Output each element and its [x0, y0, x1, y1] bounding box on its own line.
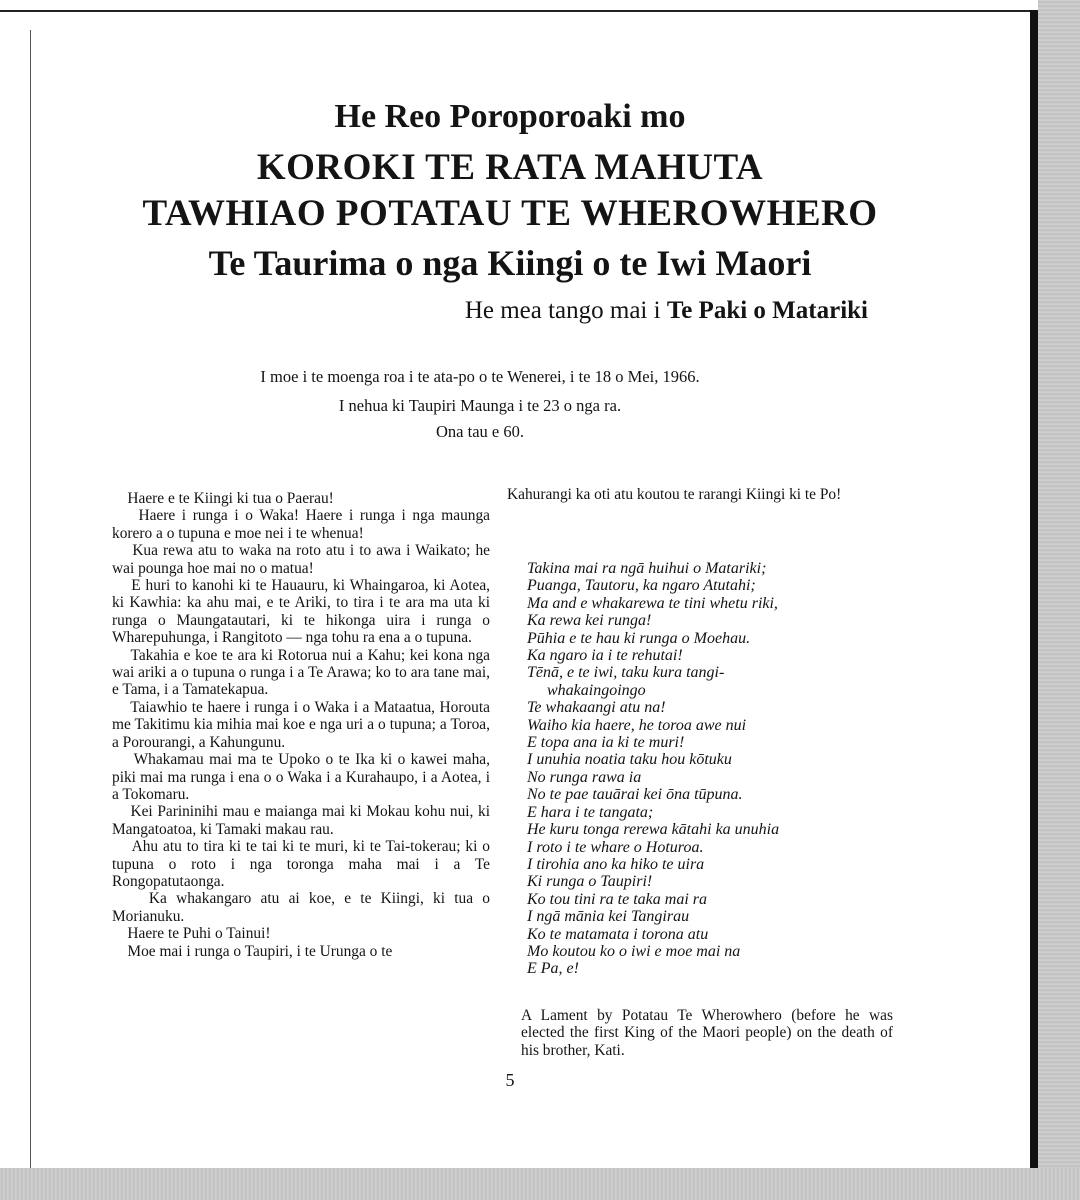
scan-edge-right [1038, 0, 1080, 1200]
farewell-paragraph: Kua rewa atu to waka na roto atu i to awa i Waikato; he wai pounga hoe mai no o matua! [112, 542, 490, 577]
right-border [1030, 10, 1038, 1170]
poem-line: No runga rawa ia [527, 768, 642, 786]
poem-line: Ka rewa kei runga! [527, 612, 652, 630]
poem-line: Mo koutou ko o iwi e moe mai na [527, 942, 741, 960]
poem-line: E hara i te tangata; [527, 803, 654, 821]
farewell-paragraph: Whakamau mai ma te Upoko o te Ika ki o kawei maha, piki mai ma runga i ena o o Waka i a Kurahaupo, i a Aotea, i a Tokomaru. [112, 751, 490, 803]
farewell-paragraph: Ka whakangaro atu ai koe, e te Kiingi, ki tua o Morianuku. Haere te Puhi o Tainui! Moe mai i runga o Taupiri, i te Urunga o te [112, 890, 490, 960]
lament-poem [527, 560, 907, 978]
farewell-column [112, 490, 490, 960]
farewell-continuation [507, 486, 889, 503]
poem-line: Tēnā, e te iwi, taku kura tangi- [527, 664, 725, 682]
lament-note: A Lament by Potatau Te Wherowhero (before he was elected the first King of the Maori people) on the death of his brother, Kati. [521, 1007, 893, 1059]
title-line-3: TAWHIAO POTATAU TE WHEROWHERO [142, 193, 878, 234]
farewell-paragraph: Ahu atu to tira ki te tai ki te muri, ki te Tai-tokerau; ki o tupuna o roto i nga toronga maha mai i a Te Rongopatutaonga. [112, 838, 490, 890]
title-line-2: KOROKI TE RATA MAHUTA [256, 147, 764, 188]
poem-line: E topa ana ia ki te muri! [527, 734, 685, 752]
poem-line: No te pae tauārai kei ōna tūpuna. [527, 786, 743, 804]
poem-line: Ka ngaro ia i te rehutai! [527, 647, 683, 665]
source-name: Te Paki o Matariki [666, 297, 868, 324]
farewell-paragraph: Taiawhio te haere i runga i o Waka i a Mataatua, Horouta me Takitimu kia mihia mai koe e nga uri a o tupuna; a Toroa, a Porourangi, a Kahungunu. [112, 698, 490, 751]
farewell-paragraph: Takahia e koe te ara ki Rotorua nui a Kahu; kei kona nga wai ariki a o tupuna o runga i a Te Arawa; ko to ara tane mai, e Tama, i a Tamatekapua. [112, 646, 490, 699]
age-line: Ona tau e 60. [436, 422, 524, 441]
poem-line: Takina mai ra ngā huihui o Matariki; [527, 560, 767, 577]
death-date-line: I moe i te moenga roa i te ata-po o te Wenerei, i te 18 o Mei, 1966. [260, 367, 700, 386]
poem-line: I unuhia noatia taku hou kōtuku [527, 751, 732, 769]
continuation-text: Kahurangi ka oti atu koutou te rarangi Kiingi ki te Po! [507, 486, 842, 503]
poem-line: Ko te matamata i torona atu [527, 925, 709, 943]
poem-line: I roto i te whare o Hoturoa. [527, 838, 704, 856]
farewell-paragraph: E huri to kanohi ki te Hauauru, ki Whaingaroa, ki Aotea, ki Kawhia: ka ahu mai, e te Ariki, to tira i te ara ma uta ki runga o Maungatautari, ki te hikonga uira i runga o Wharepuhunga, i Rangitoto — nga tohu ra ena a o tupuna. [112, 577, 490, 647]
page-number: 5 [505, 1070, 515, 1090]
source-prefix: He mea tango mai i [464, 297, 667, 324]
poem-line: Pūhia e te hau ki runga o Moehau. [527, 629, 751, 647]
source-line [465, 297, 868, 325]
poem-line: I ngā mānia kei Tangirau [527, 908, 690, 926]
poem-line: Te whakaangi atu na! [527, 699, 666, 717]
poem-line: Waiho kia haere, he toroa awe nui [527, 716, 747, 734]
poem-line: Puanga, Tautoru, ka ngaro Atutahi; [527, 577, 756, 595]
farewell-paragraph: Kei Parininihi mau e maianga mai ki Mokau kohu nui, ki Mangatoatoa, ki Tamaki makau rau. [112, 803, 490, 838]
scan-edge-bottom [0, 1168, 1080, 1200]
top-border [0, 10, 1040, 12]
title-line-4: Te Taurima o nga Kiingi o te Iwi Maori [208, 243, 812, 283]
farewell-paragraph: Haere e te Kiingi ki tua o Paerau! Haere i runga i o Waka! Haere i runga i nga maunga korero a o tupuna e moe nei i te whenua! [112, 490, 490, 542]
left-border [30, 30, 31, 1180]
poem-line: E Pa, e! [527, 960, 579, 978]
poem-line: I tirohia ano ka hiko te uira [527, 855, 705, 873]
poem-line: Ko tou tini ra te taka mai ra [527, 890, 707, 908]
poem-line: He kuru tonga rerewa kātahi ka unuhia [527, 821, 780, 839]
poem-line: Ki runga o Taupiri! [527, 873, 653, 891]
title-line-1: He Reo Poroporoaki mo [334, 98, 686, 135]
poem-line: whakaingoingo [547, 681, 646, 699]
burial-line: I nehua ki Taupiri Maunga i te 23 o nga ra. [338, 396, 622, 415]
poem-line: Ma and e whakarewa te tini whetu riki, [527, 594, 778, 612]
